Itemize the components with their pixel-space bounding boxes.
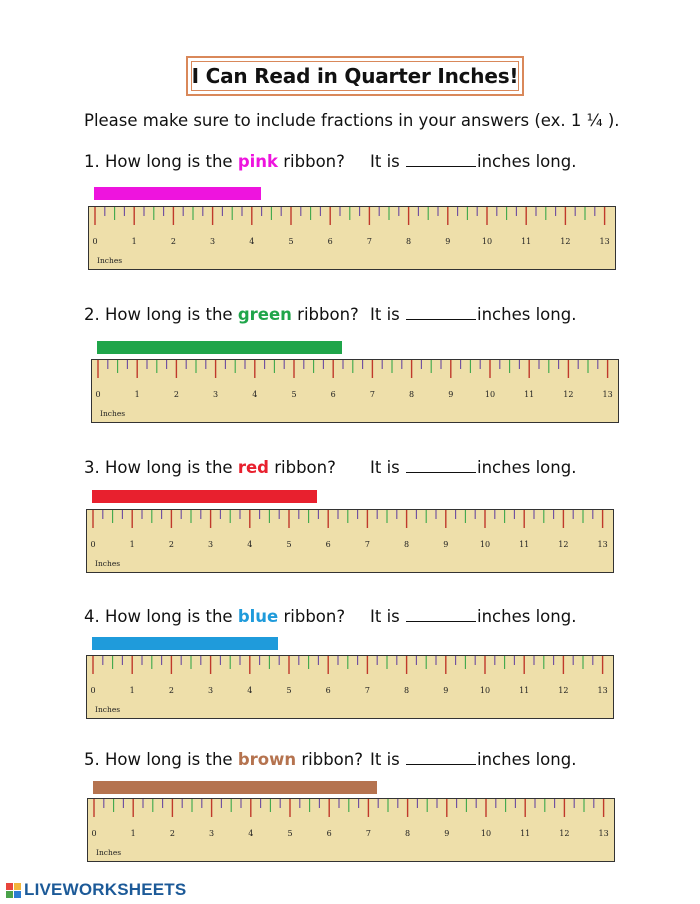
- ribbon-color-word: brown: [237, 750, 297, 769]
- answer-suffix: inches long.: [477, 607, 577, 626]
- ruler-ticks: [92, 360, 620, 424]
- ribbon-red: [92, 490, 317, 503]
- answer-prefix: It is: [370, 152, 406, 171]
- page-title: I Can Read in Quarter Inches!: [191, 64, 519, 88]
- ruler-number: 7: [364, 686, 370, 695]
- ruler-number: 7: [366, 237, 372, 246]
- ruler-number: 3: [208, 686, 214, 695]
- question-1: [84, 152, 604, 174]
- ruler-number: 11: [519, 540, 530, 549]
- ruler-number: 0: [90, 686, 96, 695]
- ruler: [86, 655, 614, 719]
- ruler-number: 3: [209, 829, 215, 838]
- ruler-unit-label: Inches: [95, 705, 121, 714]
- question-text: [84, 458, 336, 477]
- title-box: [186, 56, 524, 96]
- answer-suffix: inches long.: [477, 305, 577, 324]
- ruler-number: 13: [599, 237, 610, 246]
- ruler-unit-label: Inches: [100, 409, 126, 418]
- ruler-number: 0: [91, 829, 97, 838]
- ruler-unit-label: Inches: [97, 256, 123, 265]
- ruler-number: 8: [406, 237, 412, 246]
- ruler-number: 10: [479, 686, 491, 695]
- answer-prefix: It is: [370, 607, 406, 626]
- question-2: [84, 305, 604, 327]
- ribbon-color-word: green: [237, 305, 292, 324]
- answer-blank[interactable]: [406, 305, 476, 320]
- question-4: [84, 607, 604, 629]
- ruler-number: 8: [405, 829, 411, 838]
- ruler-number: 1: [129, 686, 135, 695]
- ruler-number: 10: [480, 829, 492, 838]
- ruler-number: 8: [404, 540, 410, 549]
- ruler-number: 5: [286, 540, 292, 549]
- ruler-number: 5: [286, 686, 292, 695]
- ruler-number: 11: [524, 390, 535, 399]
- ruler-number: 11: [521, 237, 532, 246]
- ribbon-color-word: pink: [237, 152, 279, 171]
- answer-suffix: inches long.: [477, 750, 577, 769]
- ruler-number: 9: [444, 829, 450, 838]
- ruler-unit-label: Inches: [96, 848, 122, 857]
- ruler-number: 0: [90, 540, 96, 549]
- instructions: Please make sure to include fractions in your answers (ex. 1 ¼ ).: [84, 111, 620, 130]
- ruler-ticks: [88, 799, 616, 863]
- ruler-number: 10: [484, 390, 496, 399]
- question-prefix: 1. How long is the: [84, 152, 238, 171]
- answer-suffix: inches long.: [477, 458, 577, 477]
- ribbon-blue: [92, 637, 278, 650]
- ruler-number: 6: [327, 237, 333, 246]
- ruler-number: 7: [365, 829, 371, 838]
- ruler-number: 0: [95, 390, 101, 399]
- answer-prefix: It is: [370, 458, 406, 477]
- logo-square: [6, 891, 13, 898]
- question-suffix: ribbon?: [296, 750, 363, 769]
- ruler-number: 5: [287, 829, 293, 838]
- answer-blank[interactable]: [406, 750, 476, 765]
- question-suffix: ribbon?: [278, 152, 345, 171]
- answer-prefix: It is: [370, 305, 406, 324]
- ruler-number: 8: [404, 686, 410, 695]
- ruler-number: 9: [445, 237, 451, 246]
- ruler-number: 12: [563, 390, 574, 399]
- ruler-number: 6: [326, 829, 332, 838]
- ruler-ticks: [87, 510, 615, 574]
- ruler-number: 2: [168, 686, 174, 695]
- ruler-number: 7: [364, 540, 370, 549]
- ribbon-green: [97, 341, 342, 354]
- ruler-number: 2: [173, 390, 179, 399]
- ruler-number: 2: [169, 829, 175, 838]
- ruler-number: 4: [248, 829, 254, 838]
- ruler-number: 3: [213, 390, 219, 399]
- ruler-number: 9: [443, 540, 449, 549]
- ruler-number: 5: [291, 390, 297, 399]
- answer-blank[interactable]: [406, 152, 476, 167]
- question-prefix: 2. How long is the: [84, 305, 238, 324]
- ruler-number: 12: [560, 237, 571, 246]
- ruler-number: 12: [558, 540, 569, 549]
- ruler-number: 7: [369, 390, 375, 399]
- logo-square: [6, 883, 13, 890]
- ribbon-pink: [94, 187, 261, 200]
- answer-line: [370, 152, 576, 171]
- ruler-unit-label: Inches: [95, 559, 121, 568]
- question-prefix: 5. How long is the: [84, 750, 238, 769]
- ruler-number: 13: [597, 540, 608, 549]
- question-3: [84, 458, 604, 480]
- footer-brand: [6, 880, 186, 900]
- answer-blank[interactable]: [406, 607, 476, 622]
- question-suffix: ribbon?: [291, 305, 359, 324]
- ruler-number: 10: [481, 237, 493, 246]
- ruler-number: 13: [597, 686, 608, 695]
- ruler-number: 12: [559, 829, 570, 838]
- ribbon-color-word: red: [237, 458, 269, 477]
- question-text: [84, 152, 345, 171]
- ruler-number: 13: [598, 829, 609, 838]
- ruler-number: 5: [288, 237, 294, 246]
- ruler-number: 9: [448, 390, 454, 399]
- ruler: [87, 798, 615, 862]
- ruler-number: 6: [325, 540, 331, 549]
- ruler-number: 10: [479, 540, 491, 549]
- ruler-number: 13: [602, 390, 613, 399]
- ruler-number: 4: [252, 390, 258, 399]
- ruler: [91, 359, 619, 423]
- ruler-number: 9: [443, 686, 449, 695]
- ruler-number: 1: [131, 237, 137, 246]
- ruler-number: 4: [247, 686, 253, 695]
- question-prefix: 3. How long is the: [84, 458, 238, 477]
- ruler-number: 6: [325, 686, 331, 695]
- ribbon-color-word: blue: [237, 607, 279, 626]
- answer-line: [370, 750, 576, 769]
- ruler-number: 3: [210, 237, 216, 246]
- ruler-number: 11: [520, 829, 531, 838]
- ruler-number: 1: [130, 829, 136, 838]
- brand-name: LIVEWORKSHEETS: [24, 880, 187, 899]
- answer-blank[interactable]: [406, 458, 476, 473]
- answer-line: [370, 607, 576, 626]
- ruler: [88, 206, 616, 270]
- answer-prefix: It is: [370, 750, 406, 769]
- question-suffix: ribbon?: [278, 607, 346, 626]
- ruler-number: 1: [129, 540, 135, 549]
- question-5: [84, 750, 604, 772]
- ruler-ticks: [89, 207, 617, 271]
- question-suffix: ribbon?: [268, 458, 336, 477]
- ruler-number: 12: [558, 686, 569, 695]
- ruler-ticks: [87, 656, 615, 720]
- ruler-number: 2: [170, 237, 176, 246]
- ruler-number: 4: [247, 540, 253, 549]
- answer-line: [370, 305, 576, 324]
- logo-square: [14, 883, 21, 890]
- ribbon-brown: [93, 781, 377, 794]
- ruler-number: 1: [134, 390, 140, 399]
- ruler-number: 8: [409, 390, 415, 399]
- question-prefix: 4. How long is the: [84, 607, 238, 626]
- question-text: [84, 750, 363, 769]
- question-text: [84, 305, 359, 324]
- answer-suffix: inches long.: [477, 152, 577, 171]
- liveworksheets-logo-icon: [6, 883, 21, 898]
- ruler-number: 6: [330, 390, 336, 399]
- question-text: [84, 607, 345, 626]
- ruler-number: 3: [208, 540, 214, 549]
- answer-line: [370, 458, 576, 477]
- ruler-number: 0: [92, 237, 98, 246]
- ruler-number: 11: [519, 686, 530, 695]
- ruler-number: 2: [168, 540, 174, 549]
- logo-square: [14, 891, 21, 898]
- ruler-number: 4: [249, 237, 255, 246]
- ruler: [86, 509, 614, 573]
